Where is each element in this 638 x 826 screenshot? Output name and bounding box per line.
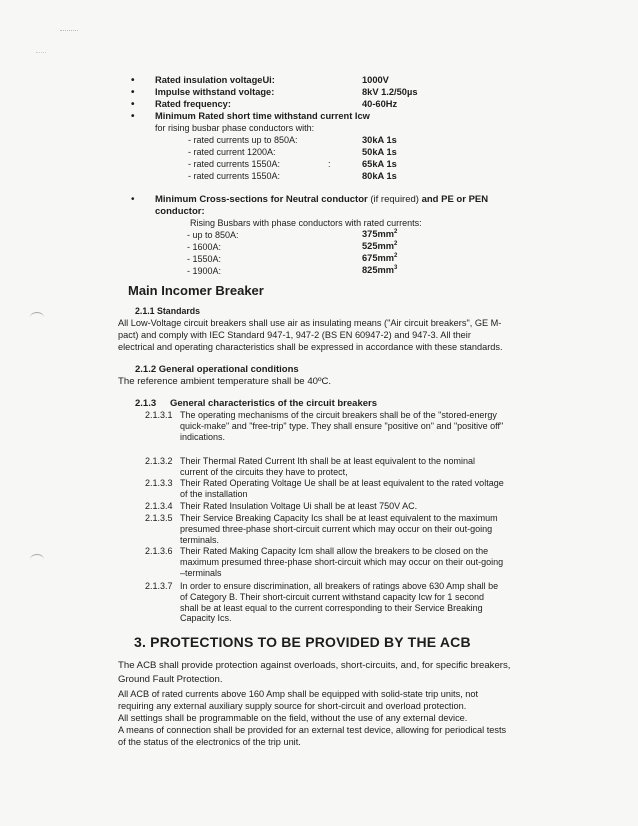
item-text: Their Rated Making Capacity Icm shall allow the breakers to be closed on the maximum presumed three-phase short-circuit which may occur on their out-going –terminals	[180, 546, 504, 578]
neutral-intro: Rising Busbars with phase conductors with rated currents:	[190, 218, 422, 228]
item-text: Their Service Breaking Capacity Ics shall be at least equivalent to the maximum presumed three-phase short-circuit current which may occur on their out-going terminals.	[180, 513, 498, 545]
neutral-row-value: $675mm^2$	[362, 253, 398, 263]
protections-line: of the status of the electronics of the trip unit.	[118, 737, 301, 747]
standards-line: All Low-Voltage circuit breakers shall use air as insulating means ("Air circuit breakers", GE M-	[118, 318, 502, 328]
neutral-title-bold: Minimum Cross-sections for Neutral conductor	[155, 194, 368, 205]
icw-row-value: 80kA 1s	[362, 171, 397, 181]
standards-line: electrical and operating characteristics shall be expressed in accordance with these standards.	[118, 342, 503, 352]
item-text: The operating mechanisms of the circuit breakers shall be of the "stored-energy quick-make" and "free-trip" type. They shall ensure "positive on" and "positive off" indications.	[180, 410, 504, 442]
item-number: 2.1.3.7	[145, 581, 173, 591]
icw-row-label: - rated currents up to 850A:	[188, 135, 298, 145]
spec-label: • Minimum Rated short time withstand current Icw	[155, 111, 370, 121]
icw-row-value: 50kA 1s	[362, 147, 397, 157]
operational-text: The reference ambient temperature shall be 40ºC.	[118, 376, 332, 387]
protections-line: The ACB shall provide protection against overloads, short-circuits, and, for specific breakers,	[118, 660, 511, 671]
neutral-row-label: - up to 850A:	[187, 230, 239, 240]
spec-label: • Impulse withstand voltage:	[155, 87, 274, 97]
scan-speck	[60, 30, 78, 39]
icw-row-colon: :	[328, 159, 331, 169]
protections-line: requiring any external auxiliary supply source for short-circuit and overload protection.	[118, 701, 467, 711]
item-text: Their Rated Insulation Voltage Ui shall be at least 750V AC.	[180, 501, 418, 511]
icw-row-label: - rated currents 1550A:	[188, 159, 281, 169]
spec-value: 1000V	[362, 75, 389, 85]
neutral-title-end: and PE or PEN	[421, 194, 489, 205]
item-text: In order to ensure discrimination, all breakers of ratings above 630 Amp shall be of Category B. Their short-circuit current withstand capacity Icw for 1 second shall be at least equal to the current corresponding to their Service Breaking Capacity Ics.	[180, 581, 499, 624]
icw-row-value: 65kA 1s	[362, 159, 397, 169]
neutral-row-label: - 1550A:	[187, 254, 222, 264]
neutral-row-label: - 1600A:	[187, 242, 222, 252]
general-char-number: 2.1.3	[135, 398, 157, 409]
icw-row-label: - rated current 1200A:	[188, 147, 276, 157]
neutral-row-value: $825mm^3$	[362, 265, 398, 275]
section-heading-main-incomer: Main Incomer Breaker	[128, 283, 264, 298]
protections-line: Ground Fault Protection.	[118, 674, 223, 685]
neutral-row-label: - 1900A:	[187, 266, 222, 276]
standards-line: pact) and comply with IEC Standard 947-1, 947-2 (BS EN 60947-2) and 947-3. All their	[118, 330, 471, 340]
neutral-row-value: $375mm^2$	[362, 229, 398, 239]
neutral-row-value: $525mm^2$	[362, 241, 398, 251]
punch-hole-mark	[30, 312, 44, 323]
operational-heading: 2.1.2 General operational conditions	[135, 364, 299, 375]
item-number: 2.1.3.5	[145, 513, 173, 523]
section-heading-protections: 3. PROTECTIONS TO BE PROVIDED BY THE ACB	[134, 634, 471, 650]
protections-line: All ACB of rated currents above 160 Amp shall be equipped with solid-state trip units, not	[118, 689, 479, 699]
icw-row-value: 30kA 1s	[362, 135, 397, 145]
neutral-title	[155, 194, 488, 205]
general-char-heading: General characteristics of the circuit breakers	[170, 398, 377, 409]
scan-speck	[36, 52, 46, 59]
item-text: Their Rated Operating Voltage Ue shall be at least equivalent to the rated voltage of the installation	[180, 478, 504, 499]
item-text: Their Thermal Rated Current Ith shall be at least equivalent to the nominal current of the circuits they have to protect,	[180, 456, 475, 477]
standards-heading: 2.1.1 Standards	[135, 306, 201, 316]
icw-intro: for rising busbar phase conductors with:	[155, 123, 315, 133]
spec-label: • Rated frequency:	[155, 99, 231, 109]
protections-line: A means of connection shall be provided for an external test device, allowing for periodical tests	[118, 725, 507, 735]
item-number: 2.1.3.4	[145, 501, 173, 511]
item-number: 2.1.3.1	[145, 410, 173, 420]
item-number: 2.1.3.6	[145, 546, 173, 556]
neutral-title-mid: (if required)	[367, 194, 422, 205]
spec-label: • Rated insulation voltageUi:	[155, 75, 275, 85]
item-number: 2.1.3.3	[145, 478, 173, 488]
punch-hole-mark	[30, 554, 44, 565]
neutral-title-line2: conductor:	[155, 206, 205, 217]
icw-row-label: - rated currents 1550A:	[188, 171, 281, 181]
spec-value: 40-60Hz	[362, 99, 398, 109]
spec-value: 8kV 1.2/50µs	[362, 87, 418, 97]
item-number: 2.1.3.2	[145, 456, 173, 466]
protections-line: All settings shall be programmable on the field, without the use of any external device.	[118, 713, 468, 723]
